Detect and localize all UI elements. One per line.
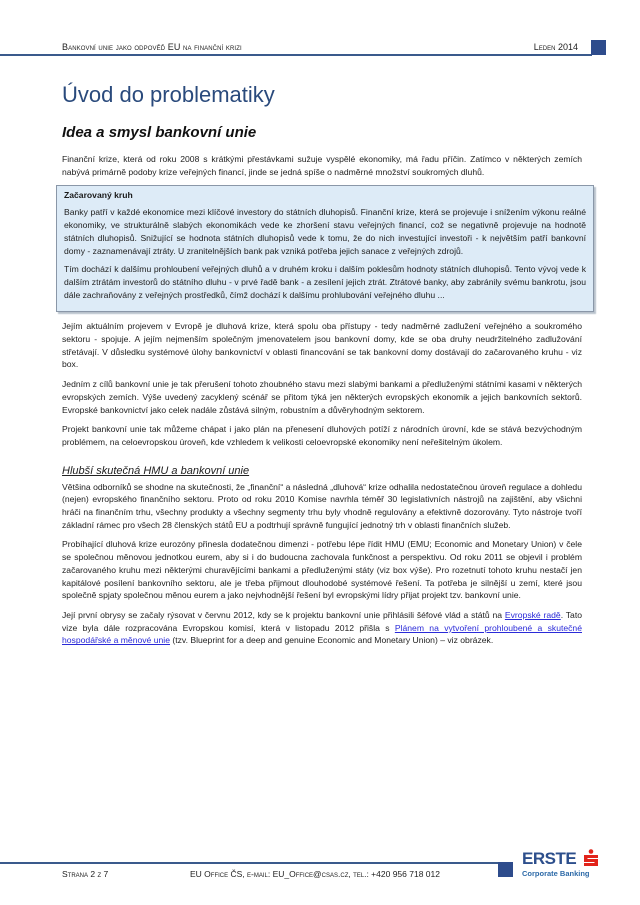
body-paragraph: Jejím aktuálním projevem v Evropě je dluhová krize, která spolu oba přístupy - tedy nadměrné zadlužení veřejného a soukromého sektoru - spojuje. A jejím nejmenším společným jmenovatelem jsou bankovní domy, kde se oba druhy neudržitelného zadlužování střetávají. V důsledku systémové úlohy bankovnictví v oblasti financování se tak bankovní domy dostávají do začarovaného kruhu - viz box. (62, 321, 582, 370)
european-council-link[interactable]: Evropské radě (504, 609, 561, 620)
text-segment: . Tato vize byla dále rozpracována Evropskou komisí, která v listopadu 2012 přišla s (62, 609, 582, 633)
info-box-paragraph: Banky patří v každé ekonomice mezi klíčové investory do státních dluhopisů. Finanční krize, která se projevuje i snížením výkonu reálné ekonomiky, ve strukturálně slabých ekonomikách vede ke zhoršení stavu veřejných financí, což se negativně projevuje na hodnotě státních dluhopisů. Snižující se hodnota státních dluhopisů vede k tomu, že do nich investující investoři - k největším patří bankovní domy - zaznamenávají ztráty. U zranitelnějších bank pak vzniká potřeba jejich sanace z veřejných zdrojů. (64, 207, 586, 256)
body-paragraph: Projekt bankovní unie tak můžeme chápat i jako plán na přenesení dluhových potíží z národních úrovní, kde se stává bezvýchodným problémem, na celoevropskou úroveň, kde vzhledem k velikosti celoevropské ekonomiky není neřešitelným úkolem. (62, 424, 582, 447)
page-content (62, 82, 586, 654)
page-number: Strana 2 z 7 (62, 869, 109, 879)
blueprint-plan-link[interactable]: Plánem na vytvoření prohloubené a skutečné hospodářské a měnové unie (62, 622, 582, 646)
document-title: Bankovní unie jako odpověď EU na finanční krizi (62, 42, 242, 52)
body-paragraph: Většina odborníků se shodne na skutečnosti, že „finanční“ a následná „dluhová“ krize odhalila nedostatečnou úroveň regulace a dohledu (nejen) evropského finančního sektoru. Proto od roku 2010 Komise navrhla téměř 30 legislativních nástrojů na zajištění, aby všichni hráči na finančním trhu, všechny produkty a všechny segmenty trhu byly vhodně regulovány a efektivně dozorovány. Tyto nástroje tvoří základní rámec pro všech 28 členských států EU a podtrhují správně fungující jednotný trh v oblasti finančních služeb. (62, 481, 582, 530)
body-paragraph: Jedním z cílů bankovní unie je tak přerušení tohoto zhoubného stavu mezi slabými bankami a předluženými státními kasami v některých evropských zemích. Výše uvedený zacyklený scénář se přitom týká jen některých evropských ekonomik a jejich bankovních sektorů. Evropské bankovnictví jako celek nadále zůstává silným, robustním a důvěryhodným sektorem. (62, 379, 582, 415)
page-title: Úvod do problematiky (62, 82, 275, 107)
text-segment: (tzv. Blueprint for a deep and genuine Economic and Monetary Union) – viz obrázek. (169, 635, 494, 646)
subsection-title: Hlubší skutečná HMU a bankovní unie (62, 464, 250, 477)
header-accent-square (591, 40, 606, 55)
intro-paragraph: Finanční krize, která od roku 2008 s krátkými přestávkami sužuje vyspělé ekonomiky, má řadu příčin. Zatímco v některých zemích nabývá primárně podoby krize veřejných financí, jinde se jedná spíše o nadměrné množství soukromých dluhů. (62, 154, 582, 177)
footer-contact: EU Office ČS, e-mail: EU_Office@csas.cz, tel.: +420 956 718 012 (190, 869, 440, 879)
footer-accent-square (498, 862, 513, 877)
document-date: Leden 2014 (533, 42, 578, 52)
info-box (56, 185, 594, 312)
body-paragraph: Probíhající dluhová krize eurozóny přinesla dodatečnou dimenzi - potřebu lépe řídit HMU (EMU; Economic and Monetary Union) v čele se společnou měnovou jednotkou eurem, aby si i do budoucna zachovala funkčnost a perspektivu. Od roku 2011 se objevil i problém začarovaného kruhu mezi některými churavějícími bankami a předluženými státy (viz box výše). Pro rozetnutí tohoto kruhu nestačí jen kapitálové posílení bankovního sektoru, ale je třeba přijmout dlouhodobé systémové řešení. Ta potřeba je silnější u zemí, které jsou společně spjaty společnou měnou eurem a jako nejvhodnější řešení byl evropskými lídry přijat projekt tzv. bankovní unie. (62, 539, 582, 601)
body-paragraph-with-links (62, 609, 582, 647)
erste-s-icon (583, 849, 599, 867)
logo-wordmark: ERSTE (522, 849, 577, 868)
info-box-paragraph: Tím dochází k dalšímu prohloubení veřejných dluhů a v druhém kroku i dalším poklesům hodnoty státních dluhopisů. Tento vývoj vede k dalším ztrátám investorů do státního dluhu - v prvé řadě bank - a zesílení jejich ztrát. Ztrátové banky, aby zabránily svému bankrotu, jsou dále zachraňovány z veřejných prostředků, čímž dochází k dalšímu prohlubování veřejného dluhu ... (64, 264, 586, 300)
logo-subtitle: Corporate Banking (522, 869, 590, 878)
section-title: Idea a smysl bankovní unie (62, 124, 257, 141)
info-box-title: Začarovaný kruh (64, 190, 133, 201)
footer-rule (0, 862, 498, 864)
page-header (0, 32, 592, 56)
erste-logo (522, 849, 612, 885)
text-segment: Její první obrysy se začaly rýsovat v červnu 2012, kdy se k projektu bankovní unie přihlásili šéfové vlád a států na (62, 609, 505, 620)
